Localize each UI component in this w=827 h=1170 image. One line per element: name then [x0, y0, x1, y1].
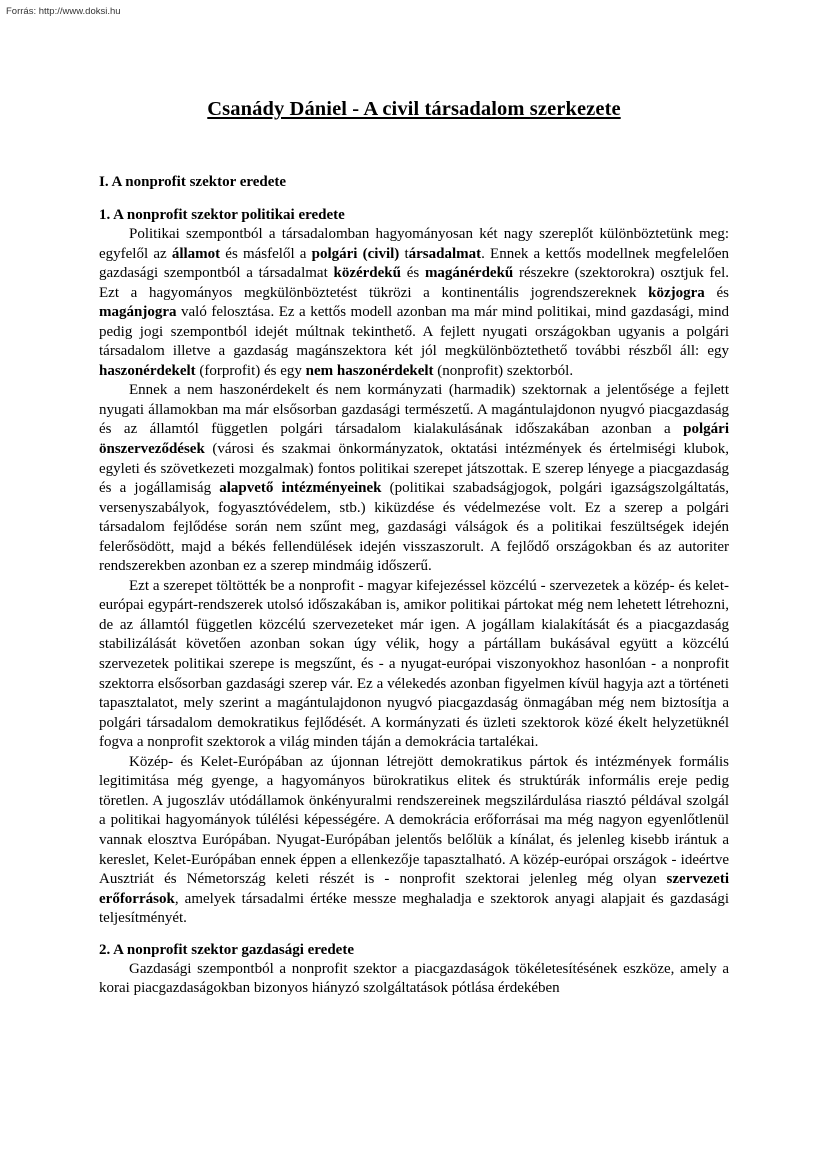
emphasis: közjogra	[648, 284, 705, 301]
paragraph: Gazdasági szempontból a nonprofit szektor a piacgazdaságok tökéletesítésének eszköze, amely a korai piacgazdaságokban bizonyos hiányzó szolgáltatások pótlása érdekében	[99, 960, 729, 997]
subsection-economic	[99, 940, 729, 999]
document-page	[99, 98, 729, 999]
paragraph: Ennek a nem haszonérdekelt és nem kormányzati (harmadik) szektornak a jelentősége a fejlett nyugati államokban ma már elsősorban gazdasági természetű. A magántulajdonon nyugvó piacgazdaság és az államtól független polgári társadalom kialakulásának időszakában azonban a polgári önszerveződések (városi és szakmai önkormányzatok, oktatási intézmények és értelmiségi klubok, egyleti és szövetkezeti mozgalmak) fontos politikai szerepet játszottak. E szerep lényege a piacgazdaság és a jogállamiság alapvető intézményeinek (politikai szabadságjogok, polgári igazságszolgáltatás, versenyszabályok, fogyasztóvédelem, stb.) kiküzdése és védelmezése volt. Ez a szerep a polgári társadalom fejlődése során nem szűnt meg, gazdasági válságok és a politikai feszültségek idején felerősödött, majd a békés fellendülések idején visszaszorult. A fejlődő országokban és az autoriter rendszerekben azonban ez a szerep mindmáig időszerű.	[99, 382, 729, 575]
subsection-heading: 2. A nonprofit szektor gazdasági eredete	[99, 941, 354, 958]
emphasis: államot	[171, 245, 221, 262]
paragraph: Közép- és Kelet-Európában az újonnan létrejött demokratikus pártok és intézmények formális legitimitása még gyenge, a hagyományos bürokratikus elitek és struktúrák informális ereje pedig töretlen. A jugoszláv utódállamok önkényuralmi rendszereinek megszilárdulása riasztó példával szolgál a politikai hagyományok túlélési képességére. A demokrácia erőforrásai ma még nagyon egyenlőtlenül vannak elosztva Európában. Nyugat-Európában jelentős belőlük a kínálat, és jelenleg kisebb irántuk a kereslet, Kelet-Európában ennek éppen a ellenkezője tapasztalható. A közép-európai országok - ideértve Ausztriát és Németország keleti részét is - nonprofit szektorai jelenleg még olyan szervezeti erőforrások, amelyek társadalmi értéke messze meghaladja e szektorok anyagi alapjait és gazdasági teljesítményét.	[99, 753, 729, 927]
emphasis: haszonérdekelt	[99, 362, 196, 379]
emphasis: magánérdekű	[424, 265, 514, 282]
emphasis: ársadalmat	[408, 245, 482, 262]
emphasis: szervezeti erőforrások	[99, 871, 729, 907]
emphasis: magánjogra	[99, 304, 177, 321]
paragraph: Ezt a szerepet töltötték be a nonprofit - magyar kifejezéssel közcélú - szervezetek a közép- és kelet-európai egypárt-rendszerek utolsó időszakában is, amikor politikai pártokat még nem lehetett létrehozni, de az államtól független közcélú szervezeteket már igen. A jogállam kialakítását és a piacgazdaság stabilizálását követően azonban sokan úgy vélik, hogy a pártállam bukásával együtt a közcélú szervezetek politikai szerepe is megszűnt, és - a nyugat-európai viszonyokhoz hasonlóan - a nonprofit szektorra elsősorban gazdasági szerep vár. Ez a vélekedés azonban figyelmen kívül hagyja azt a történeti tapasztalatot, mely szerint a magántulajdonon nyugvó piacgazdaság önmagában még nem biztosítja a polgári társadalom demokratikus fejlődését. A kormányzati és üzleti szektorok közé ékelt helyzetüknél fogva a nonprofit szektorok a világ minden táján a demokrácia tartalékai.	[99, 577, 729, 751]
paragraph: Politikai szempontból a társadalomban hagyományosan két nagy szereplőt különböztetünk meg: egyfelől az államot és másfelől a polgári (civil) társadalmat. Ennek a kettős modellnek megfelelően gazdasági szempontból a társadalmat közérdekű és magánérdekű részekre (szektorokra) osztjuk fel. Ezt a hagyományos megkülönböztetést tükrözi a kontinentális jogrendszereknek közjogra és magánjogra való felosztása. Ez a kettős modell azonban ma már mind politikai, mind gazdasági, mind pedig jogi szempontból idejét múltnak tekinthető. A fejlett nyugati országokban ugyanis a polgári társadalom illetve a gazdaság magánszektora két jól megkülönböztethető további részből áll: egy haszonérdekelt (forprofit) és egy nem haszonérdekelt (nonprofit) szektorból.	[99, 226, 729, 379]
subsection-political	[99, 205, 729, 929]
emphasis: alapvető intézményeinek	[219, 480, 382, 497]
subsection-heading: 1. A nonprofit szektor politikai eredete	[99, 207, 345, 223]
source-line: Forrás: http://www.doksi.hu	[6, 6, 121, 17]
emphasis: polgári önszerveződések	[99, 421, 729, 458]
emphasis: közérdekű	[333, 265, 401, 282]
emphasis: polgári (civil)	[311, 245, 400, 262]
section-heading: I. A nonprofit szektor eredete	[99, 174, 287, 190]
emphasis: nem haszonérdekelt	[305, 362, 434, 379]
document-title: Csanády Dániel - A civil társadalom szerkezete	[207, 98, 621, 120]
